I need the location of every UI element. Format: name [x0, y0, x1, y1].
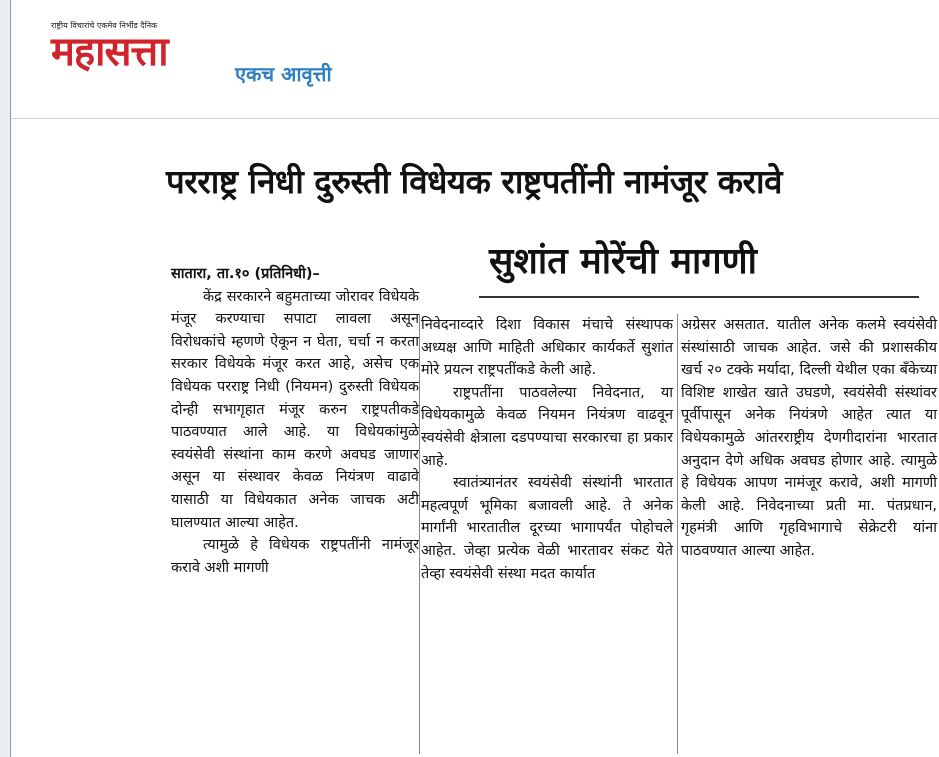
paragraph: अग्रेसर असतात. यातील अनेक कलमे स्वयंसेवी संस्थांसाठी जाचक आहेत. जसे की प्रशासकीय खर्च २० टक्के मर्यादा, दिल्ली येथील एका बँकेच्या विशिष्ट शाखेत खाते उघडणे, स्वयंसेवी संस्थांवर पूर्वीपासून अनेक नियंत्रणे आहेत त्यात या विधेयकामुळे आंतरराष्ट्रीय देणगीदारांना भारतात अनुदान देणे अधिक अवघड होणार आहे. त्यामुळे हे विधेयक आपण नामंजूर करावे, अशी मागणी केली आहे. निवेदनाच्या प्रती मा. पंतप्रधान, गृहमंत्री आणि गृहविभागाचे सेक्रेटरी यांना पाठवण्यात आल्या आहेत. [681, 317, 937, 559]
masthead-tagline: राष्ट्रीय विचारांचे एकमेव निर्भीड दैनिक [51, 21, 158, 30]
column-separator [677, 314, 678, 754]
newspaper-clipping [10, 0, 939, 757]
article-column-1 [171, 263, 419, 579]
article-column-3 [681, 314, 937, 563]
paragraph: निवेदनाव्दारे दिशा विकास मंचाचे संस्थापक अध्यक्ष आणि माहिती अधिकार कार्यकर्ते सुशांत मोरे प्रयत्न राष्ट्रपतींकडे केली आहे. [421, 317, 673, 379]
article-subheadline: सुशांत मोरेंची मागणी [489, 241, 757, 282]
paragraph: त्यामुळे हे विधेयक राष्ट्रपतींनी नामंजूर करावे अशी मागणी [171, 537, 419, 576]
dateline: सातारा, ता.१० (प्रतिनिधी)– [171, 266, 320, 282]
newspaper-logo: महासत्ता [51, 29, 168, 75]
article-headline: परराष्ट्र निधी दुरुस्ती विधेयक राष्ट्रपतींनी नामंजूर करावे [166, 162, 782, 201]
subheadline-rule [479, 296, 919, 298]
paragraph: स्वातंत्र्यानंतर स्वयंसेवी संस्थांनी भारतात महत्वपूर्ण भूमिका बजावली आहे. ते अनेक मार्गांनी भारतातील दूरच्या भागापर्यंत पोहोचले आहेत. जेव्हा प्रत्येक वेळी भारतावर संकट येते तेव्हा स्वयंसेवी संस्था मदत कार्यात [421, 475, 673, 582]
masthead-divider [11, 118, 939, 119]
paragraph: राष्ट्रपतींना पाठवलेल्या निवेदनात, या विधेयकामुळे केवळ नियमन नियंत्रण वाढवून स्वयंसेवी क्षेत्राला दडपण्याचा सरकारचा हा प्रकार आहे. [421, 384, 673, 469]
paragraph: केंद्र सरकारने बहुमताच्या जोरावर विधेयके मंजूर करण्याचा सपाटा लावला असून विरोधकांचे म्हणणे ऐकून न घेता, चर्चा न करता सरकार विधेयके मंजूर करत आहे, असेच एक विधेयक परराष्ट्र निधी (नियमन) दुरुस्ती विधेयक दोन्ही सभागृहात मंजूर करुन राष्ट्रपतीकडे पाठवण्यात आले आहे. या विधेयकांमुळे स्वयंसेवी संस्थांना काम करणे अवघड जाणार असून या संस्थावर केवळ नियंत्रण वाढावे यासाठी या विधेयकात अनेक जाचक अटी घालण्यात आल्या आहेत. [171, 288, 419, 531]
article-column-2 [421, 314, 673, 585]
edition-label: एकच आवृत्ती [235, 62, 332, 86]
column-separator [419, 314, 420, 754]
